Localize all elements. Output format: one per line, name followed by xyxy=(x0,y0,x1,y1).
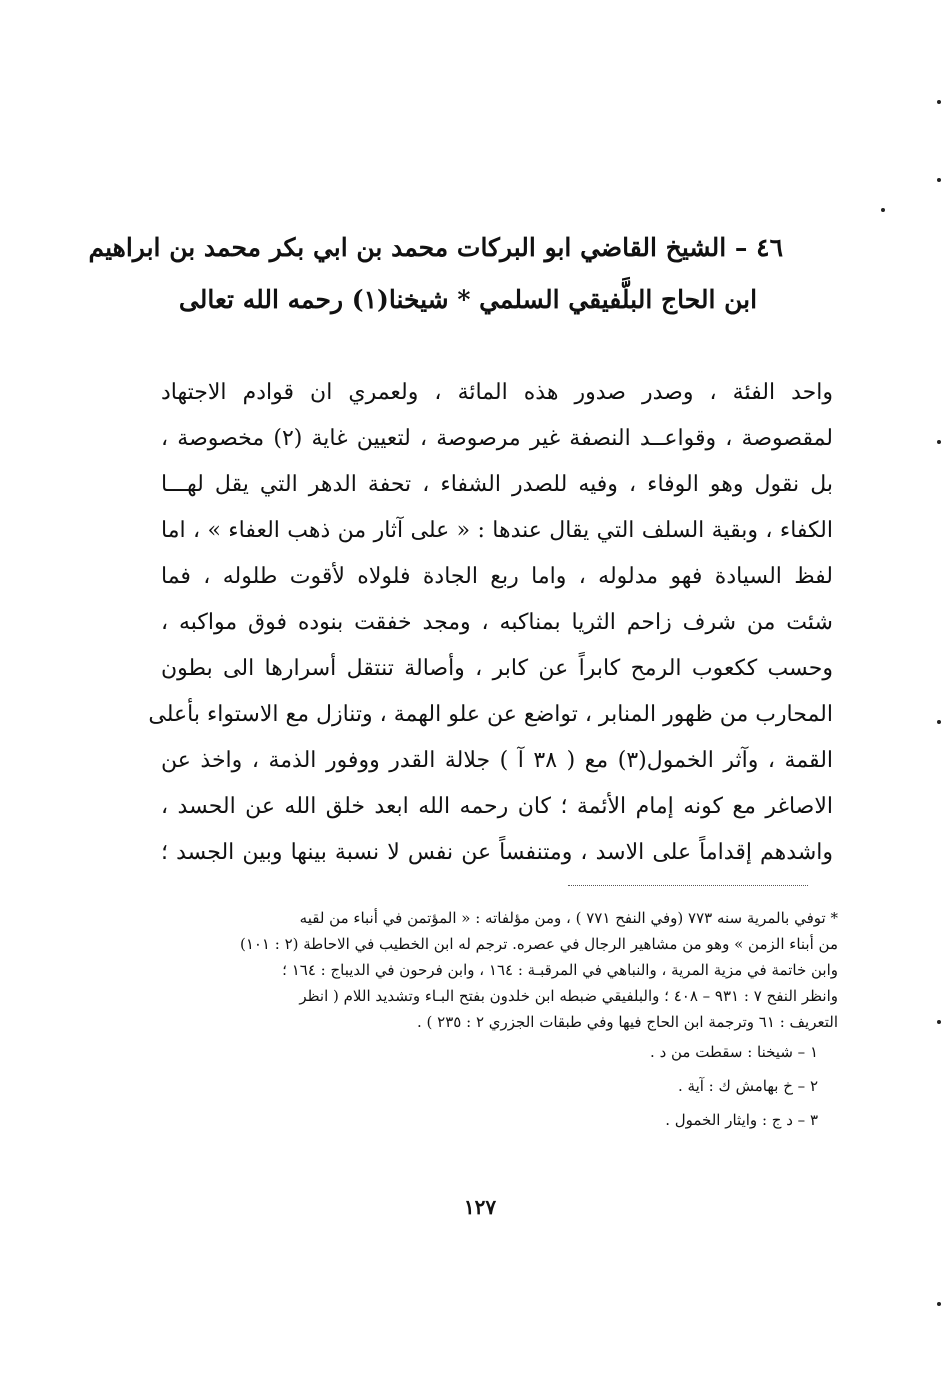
main-text xyxy=(148,370,834,876)
footnote-2: ٢ – خ بهامش ك : آية . xyxy=(677,1077,818,1095)
footnote-divider xyxy=(568,885,808,886)
text-line: القمة ، وآثر الخمول(٣) مع ( ٣٨ آ ) جلالة القدر ووفور الذمة ، واخذ عن xyxy=(161,748,834,773)
text-line: لفظ السيادة فهو مدلوله ، واما ربع الجادة فلولاه لأقوت طلوله ، فما xyxy=(161,564,833,589)
biography-heading xyxy=(88,222,783,326)
scan-speck xyxy=(881,208,885,212)
text-line: الاصاغر مع كونه إمام الأئمة ؛ كان رحمه الله ابعد خلق الله عن الحسد ، xyxy=(161,794,833,819)
heading-line-1: ٤٦ – الشيخ القاضي ابو البركات محمد بن ابي بكر محمد بن ابراهيم xyxy=(88,233,783,262)
footnotes xyxy=(158,905,838,1137)
scan-margin-mark xyxy=(937,440,941,444)
scan-margin-mark xyxy=(937,100,941,104)
text-line: وحسب ككعوب الرمح كابراً عن كابر ، وأصالة تنتقل أسرارها الى بطون xyxy=(161,656,833,681)
footnote-1: ١ – شيخنا : سقطت من د . xyxy=(650,1043,818,1061)
heading-line-2: ابن الحاج البلَّفيقي السلمي * شيخنا(١) رحمه الله تعالى xyxy=(178,285,758,314)
footnote-3: ٣ – د ج : وايثار الخمول . xyxy=(665,1111,818,1129)
text-line: بل نقول وهو الوفاء ، وفيه للصدر الشفاء ، تحفة الدهر التي يقل لهـــا xyxy=(161,472,833,497)
scan-margin-mark xyxy=(937,1020,941,1024)
text-line: واحد الفئة ، وصدر صدور هذه المائة ، ولعمري ان قوادم الاجتهاد xyxy=(161,380,833,405)
text-line: الكفاء ، وبقية السلف التي يقال عندها : « على آثار من ذهب العفاء » ، اما xyxy=(161,518,833,543)
text-line: واشدهم إقداماً على الاسد ، ومتنفساً عن نفس لا نسبة بينها وبين الجسد ؛ xyxy=(161,840,833,865)
scan-margin-mark xyxy=(937,720,941,724)
text-line: المحارب من ظهور المنابر ، تواضع عن علو الهمة ، وتنازل مع الاستواء بأعلى xyxy=(148,702,833,727)
footnote-line: وابن خاتمة في مزية المرية ، والنباهي في المرقبـة : ١٦٤ ، وابن فرحون في الديباج : ١٦٤ ؛ xyxy=(282,961,838,979)
footnote-line: من أبناء الزمن » وهو من مشاهير الرجال في عصره. ترجم له ابن الخطيب في الاحاطة (٢ : ١٠١) xyxy=(239,935,838,953)
footnote-line: * توفي بالمرية سنه ٧٧٣ (وفي النفح ٧٧١ ) ، ومن مؤلفاته : « المؤتمن في أنباء من لقيه xyxy=(299,909,838,927)
page-number: ١٢٧ xyxy=(463,1195,497,1219)
scan-margin-mark xyxy=(937,178,941,182)
text-line: لمقصوصة ، وقواعــد النصفة غير مرصوصة ، لتعيين غاية (٢) مخصوصة ، xyxy=(161,426,834,451)
footnote-line: وانظر النفح ٧ : ٩٣١ – ٤٠٨ ؛ والبلفيقي ضبطه ابن خلدون بفتح البـاء وتشديد اللام ( انظر xyxy=(299,987,838,1005)
scan-margin-mark xyxy=(937,1302,941,1306)
footnote-line: التعريف : ٦١ وترجمة ابن الحاج فيها وفي طبقات الجزري ٢ : ٢٣٥ ) . xyxy=(417,1013,838,1031)
text-line: شئت من شرف زاحم الثريا بمناكبه ، ومجد خفقت بنوده فوق مواكبه ، xyxy=(161,610,833,635)
